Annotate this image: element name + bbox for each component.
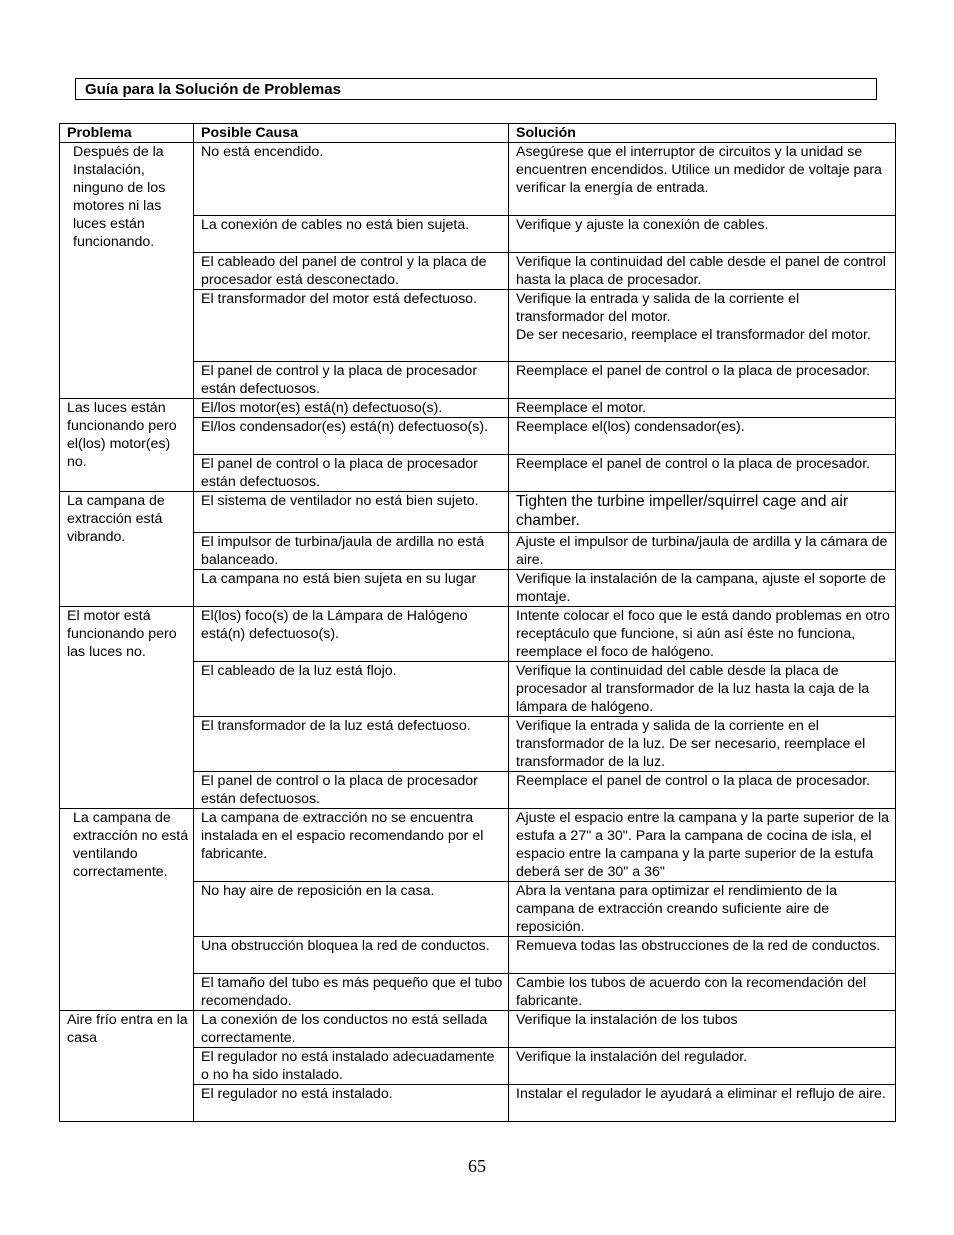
solution-cell: Verifique y ajuste la conexión de cables.	[509, 216, 896, 253]
solution-cell: Abra la ventana para optimizar el rendimiento de la campana de extracción creando suficiente aire de reposición.	[509, 882, 896, 937]
solution-cell: Ajuste el espacio entre la campana y la parte superior de la estufa a 27" a 30". Para la campana de cocina de isla, el espacio entre la campana y la parte superior de la estufa deberá ser de 30" a 36"	[509, 809, 896, 882]
section-title-box	[75, 78, 877, 100]
solution-cell: Remueva todas las obstrucciones de la red de conductos.	[509, 937, 896, 974]
solution-cell: Cambie los tubos de acuerdo con la recomendación del fabricante.	[509, 974, 896, 1011]
table-row	[60, 809, 896, 882]
solution-line: Verifique la entrada y salida de la corriente el transformador del motor.	[516, 291, 800, 325]
solution-cell: Reemplace el panel de control o la placa de procesador.	[509, 455, 896, 492]
solution-cell: Asegúrese que el interruptor de circuitos y la unidad se encuentren encendidos. Utilice un medidor de voltaje para verificar la energía de entrada.	[509, 143, 896, 216]
cause-cell: El impulsor de turbina/jaula de ardilla no está balanceado.	[194, 533, 509, 570]
problem-cell: Después de la Instalación, ninguno de los motores ni las luces están funcionando.	[60, 143, 194, 399]
header-solution: Solución	[509, 124, 896, 143]
solution-cell: Verifique la continuidad del cable desde el panel de control hasta la placa de procesador.	[509, 253, 896, 290]
solution-cell: Ajuste el impulsor de turbina/jaula de ardilla y la cámara de aire.	[509, 533, 896, 570]
cause-cell: El cableado de la luz está flojo.	[194, 662, 509, 717]
cause-cell: El/los motor(es) está(n) defectuoso(s).	[194, 399, 509, 418]
table-row	[60, 143, 896, 216]
table-row	[60, 399, 896, 418]
table-row	[60, 1011, 896, 1048]
cause-cell: La campana de extracción no se encuentra instalada en el espacio recomendando por el fabricante.	[194, 809, 509, 882]
troubleshooting-table	[59, 123, 896, 1122]
solution-cell: Verifique la entrada y salida de la corriente en el transformador de la luz. De ser necesario, reemplace el transformador de la luz.	[509, 717, 896, 772]
solution-cell: Reemplace el motor.	[509, 399, 896, 418]
cause-cell: La conexión de los conductos no está sellada correctamente.	[194, 1011, 509, 1048]
problem-cell: La campana de extracción está vibrando.	[60, 492, 194, 607]
cause-cell: El transformador del motor está defectuoso.	[194, 290, 509, 362]
cause-cell: La conexión de cables no está bien sujeta.	[194, 216, 509, 253]
cause-cell: El(los) foco(s) de la Lámpara de Halógeno está(n) defectuoso(s).	[194, 607, 509, 662]
solution-cell: Tighten the turbine impeller/squirrel cage and air chamber.	[509, 492, 896, 533]
header-cause: Posible Causa	[194, 124, 509, 143]
header-problem: Problema	[60, 124, 194, 143]
cause-cell: La campana no está bien sujeta en su lugar	[194, 570, 509, 607]
table-header-row	[60, 124, 896, 143]
section-title: Guía para la Solución de Problemas	[85, 81, 341, 98]
cause-cell: El panel de control y la placa de procesador están defectuosos.	[194, 362, 509, 399]
solution-cell: Verifique la instalación del regulador.	[509, 1048, 896, 1085]
page-number: 65	[468, 1156, 486, 1176]
table-row	[60, 492, 896, 533]
solution-cell: Reemplace el(los) condensador(es).	[509, 418, 896, 455]
problem-cell: El motor está funcionando pero las luces no.	[60, 607, 194, 809]
problem-cell: Aire frío entra en la casa	[60, 1011, 194, 1122]
cause-cell: El cableado del panel de control y la placa de procesador está desconectado.	[194, 253, 509, 290]
cause-cell: El transformador de la luz está defectuoso.	[194, 717, 509, 772]
solution-cell: Intente colocar el foco que le está dando problemas en otro receptáculo que funcione, si aún así éste no funciona, reemplace el foco de halógeno.	[509, 607, 896, 662]
solution-cell: Reemplace el panel de control o la placa de procesador.	[509, 362, 896, 399]
cause-cell: El/los condensador(es) está(n) defectuoso(s).	[194, 418, 509, 455]
table-row	[60, 607, 896, 662]
cause-cell: El regulador no está instalado.	[194, 1085, 509, 1122]
solution-cell: Verifique la instalación de la campana, ajuste el soporte de montaje.	[509, 570, 896, 607]
cause-cell: El panel de control o la placa de procesador están defectuosos.	[194, 772, 509, 809]
cause-cell: El regulador no está instalado adecuadamente o no ha sido instalado.	[194, 1048, 509, 1085]
solution-cell	[509, 290, 896, 362]
cause-cell: El sistema de ventilador no está bien sujeto.	[194, 492, 509, 533]
cause-cell: No hay aire de reposición en la casa.	[194, 882, 509, 937]
solution-cell: Reemplace el panel de control o la placa de procesador.	[509, 772, 896, 809]
solution-line: De ser necesario, reemplace el transformador del motor.	[516, 327, 871, 343]
problem-cell: La campana de extracción no está ventilando correctamente.	[60, 809, 194, 1011]
cause-cell: Una obstrucción bloquea la red de conductos.	[194, 937, 509, 974]
cause-cell: El panel de control o la placa de procesador están defectuosos.	[194, 455, 509, 492]
cause-cell: No está encendido.	[194, 143, 509, 216]
solution-cell: Verifique la instalación de los tubos	[509, 1011, 896, 1048]
solution-cell: Verifique la continuidad del cable desde la placa de procesador al transformador de la luz hasta la caja de la lámpara de halógeno.	[509, 662, 896, 717]
cause-cell: El tamaño del tubo es más pequeño que el tubo recomendado.	[194, 974, 509, 1011]
problem-cell: Las luces están funcionando pero el(los) motor(es) no.	[60, 399, 194, 492]
solution-cell: Instalar el regulador le ayudará a eliminar el reflujo de aire.	[509, 1085, 896, 1122]
